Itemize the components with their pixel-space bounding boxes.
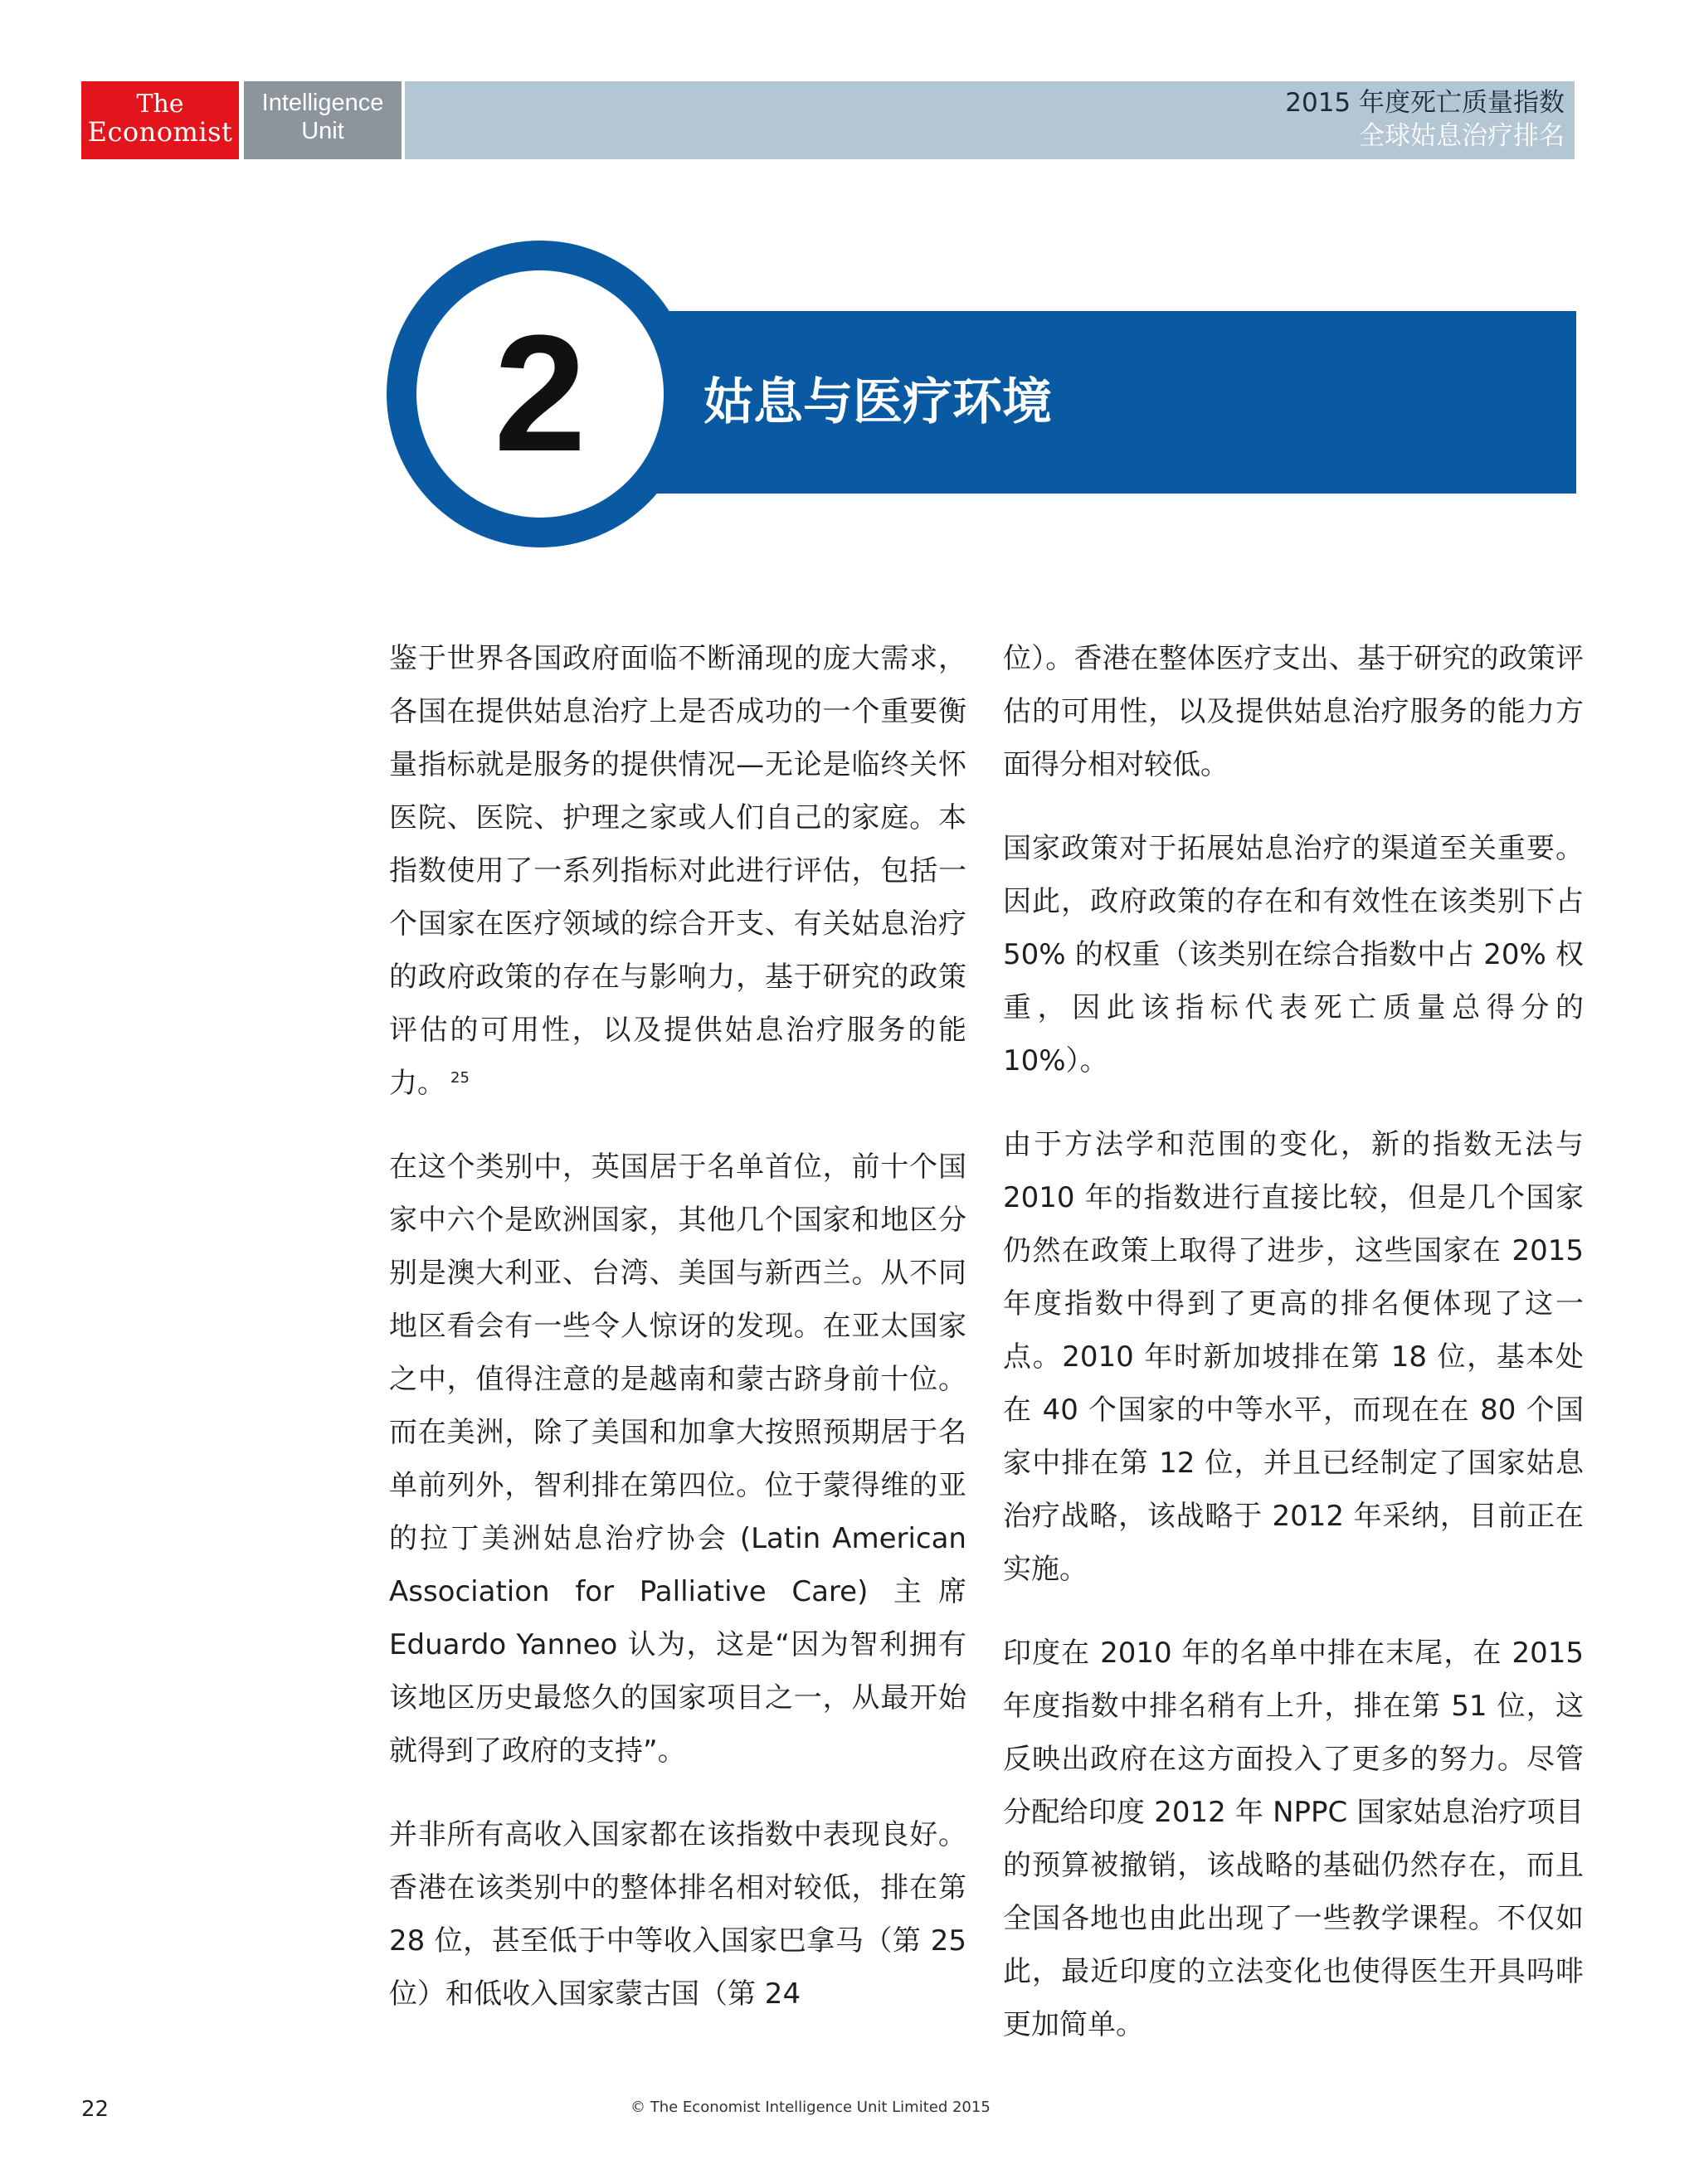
eiu-logo-line2: Unit <box>301 118 344 144</box>
report-subtitle: 全球姑息治疗排名 <box>1359 121 1565 151</box>
paragraph: 在这个类别中，英国居于名单首位，前十个国家中六个是欧洲国家，其他几个国家和地区分别是澳大利亚、台湾、美国与新西兰。从不同地区看会有一些令人惊讶的发现。在亚太国家之中，值得注意的是越南和蒙古跻身前十位。而在美洲，除了美国和加拿大按照预期居于名单前列外，智利排在第四位。位于蒙得维的亚的拉丁美洲姑息治疗协会 (Latin American Association for Palliative Care) 主席 Eduardo Yanneo 认为，这是“因为智利拥有该地区历史最悠久的国家项目之一，从最开始就得到了政府的支持”。 <box>389 1150 966 1768</box>
paragraph-text: 鉴于世界各国政府面临不断涌现的庞大需求，各国在提供姑息治疗上是否成功的一个重要衡量指标就是服务的提供情况—无论是临终关怀医院、医院、护理之家或人们自己的家庭。本指数使用了一系列指标对此进行评估，包括一个国家在医疗领域的综合开支、有关姑息治疗的政府政策的存在与影响力，基于研究的政策评估的可用性，以及提供姑息治疗服务的能力。 <box>389 642 966 1100</box>
body-column-left <box>389 632 966 2051</box>
paragraph: 国家政策对于拓展姑息治疗的渠道至关重要。因此，政府政策的存在和有效性在该类别下占 50% 的权重（该类别在综合指数中占 20% 权重，因此该指标代表死亡质量总得分的 10%）。 <box>1003 832 1584 1077</box>
page-number: 22 <box>81 2097 110 2122</box>
paragraph: 位）。香港在整体医疗支出、基于研究的政策评估的可用性，以及提供姑息治疗服务的能力方面得分相对较低。 <box>1003 642 1584 781</box>
page-header <box>81 81 1575 159</box>
eiu-logo <box>244 81 402 159</box>
copyright-notice: © The Economist Intelligence Unit Limited 2015 <box>630 2099 991 2116</box>
economist-logo-line2: Economist <box>87 116 233 148</box>
header-bar <box>405 81 1575 159</box>
chapter-title: 姑息与医疗环境 <box>703 373 1052 431</box>
footnote-ref: 25 <box>450 1068 470 1087</box>
paragraph: 由于方法学和范围的变化，新的指数无法与 2010 年的指数进行直接比较，但是几个国家仍然在政策上取得了进步，这些国家在 2015 年度指数中得到了更高的排名便体现了这一点。2010 年时新加坡排在第 18 位，基本处在 40 个国家的中等水平，而现在在 80 个国家中排在第 12 位，并且已经制定了国家姑息治疗战略，该战略于 2012 年采纳，目前正在实施。 <box>1003 1128 1584 1586</box>
paragraph: 并非所有高收入国家都在该指数中表现良好。香港在该类别中的整体排名相对较低，排在第 28 位，甚至低于中等收入国家巴拿马（第 25 位）和低收入国家蒙古国（第 24 <box>389 1818 966 2011</box>
economist-logo <box>81 81 239 159</box>
paragraph: 印度在 2010 年的名单中排在末尾，在 2015 年度指数中排名稍有上升，排在第 51 位，这反映出政府在这方面投入了更多的努力。尽管分配给印度 2012 年 NPPC 国家姑息治疗项目的预算被撤销，该战略的基础仍然存在，而且全国各地也由此出现了一些教学课程。不仅如此，最近印度的立法变化也使得医生开具吗啡更加简单。 <box>1003 1637 1584 2041</box>
economist-logo-line1: The <box>136 90 184 119</box>
paragraph <box>389 632 966 1110</box>
chapter-number: 2 <box>494 301 587 486</box>
eiu-logo-line1: Intelligence <box>261 90 384 116</box>
body-column-right <box>1003 632 1584 2082</box>
report-title: 2015 年度死亡质量指数 <box>1285 88 1565 118</box>
